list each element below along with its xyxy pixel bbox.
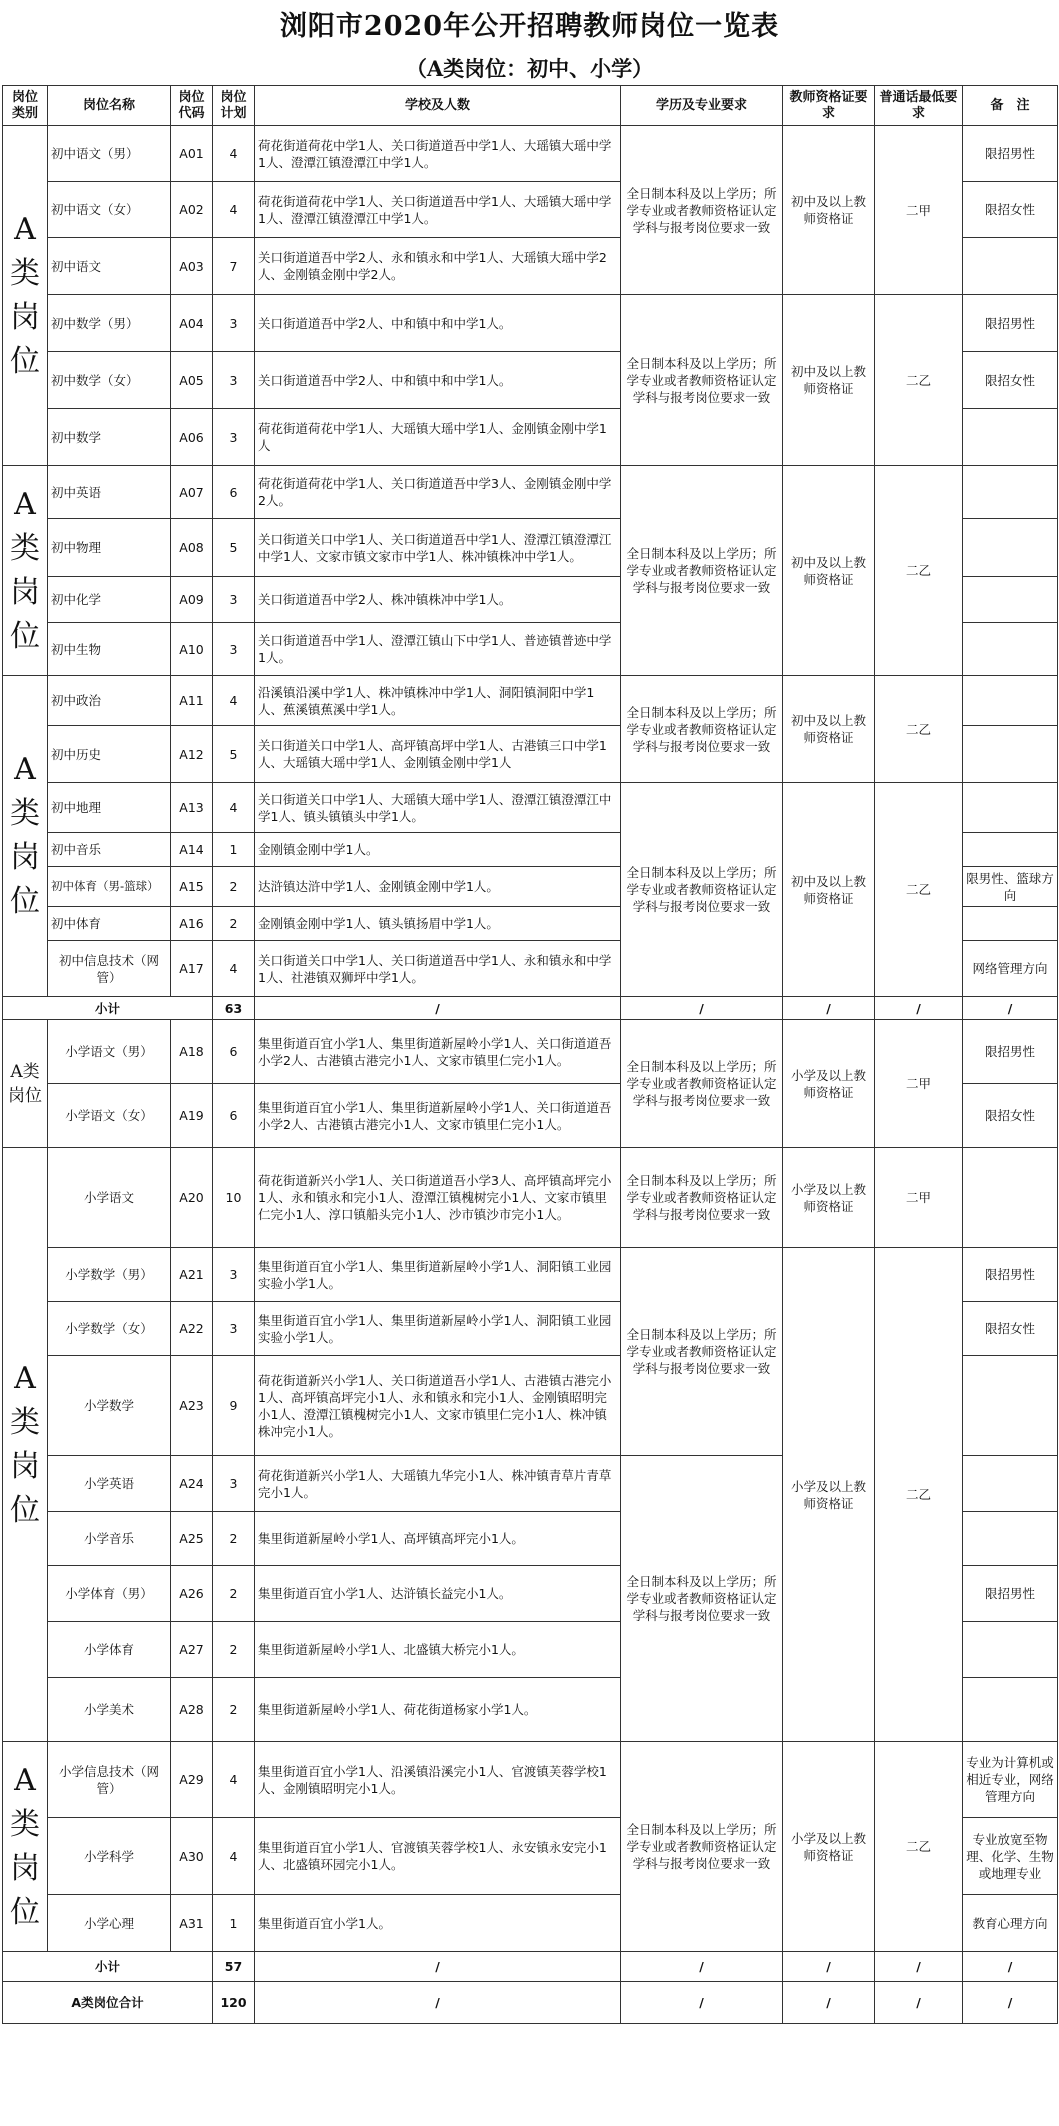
position-note <box>963 907 1058 941</box>
position-name: 初中语文（男） <box>48 126 171 182</box>
position-code: A17 <box>171 941 213 997</box>
position-schools: 集里街道百宜小学1人、集里街道新屋岭小学1人、洞阳镇工业园实验小学1人。 <box>255 1302 621 1356</box>
position-plan: 9 <box>213 1356 255 1456</box>
position-name: 小学科学 <box>48 1818 171 1895</box>
category-cell: A类岗位 <box>3 466 48 676</box>
edu-requirement: 全日制本科及以上学历；所学专业或者教师资格证认定学科与报考岗位要求一致 <box>621 1456 783 1742</box>
table-row <box>3 126 1058 182</box>
position-schools: 集里街道百宜小学1人、官渡镇芙蓉学校1人、永安镇永安完小1人、北盛镇环园完小1人。 <box>255 1818 621 1895</box>
subtotal-value: 57 <box>213 1952 255 1982</box>
position-name: 初中语文（女） <box>48 182 171 238</box>
position-schools: 集里街道百宜小学1人、达浒镇长益完小1人。 <box>255 1566 621 1622</box>
position-plan: 3 <box>213 409 255 466</box>
position-plan: 1 <box>213 1895 255 1952</box>
cert-requirement: 初中及以上教师资格证 <box>783 783 875 997</box>
position-plan: 3 <box>213 1456 255 1512</box>
position-note <box>963 726 1058 783</box>
position-schools: 荷花街道荷花中学1人、关口街道道吾中学3人、金刚镇金刚中学2人。 <box>255 466 621 519</box>
position-plan: 6 <box>213 466 255 519</box>
mandarin-requirement: 二甲 <box>875 126 963 295</box>
table-header-row <box>3 86 1058 126</box>
edu-requirement: 全日制本科及以上学历；所学专业或者教师资格证认定学科与报考岗位要求一致 <box>621 1248 783 1456</box>
cert-requirement: 小学及以上教师资格证 <box>783 1148 875 1248</box>
position-plan: 2 <box>213 1512 255 1566</box>
position-plan: 2 <box>213 1678 255 1742</box>
position-schools: 集里街道百宜小学1人。 <box>255 1895 621 1952</box>
subtotal-slash: / <box>875 1952 963 1982</box>
position-note <box>963 676 1058 726</box>
mandarin-requirement: 二乙 <box>875 295 963 466</box>
mandarin-requirement: 二乙 <box>875 1742 963 1952</box>
position-name: 初中数学 <box>48 409 171 466</box>
position-schools: 集里街道新屋岭小学1人、北盛镇大桥完小1人。 <box>255 1622 621 1678</box>
edu-requirement: 全日制本科及以上学历；所学专业或者教师资格证认定学科与报考岗位要求一致 <box>621 1742 783 1952</box>
position-note <box>963 409 1058 466</box>
position-plan: 3 <box>213 623 255 676</box>
position-name: 初中语文 <box>48 238 171 295</box>
position-plan: 4 <box>213 1742 255 1818</box>
position-schools: 金刚镇金刚中学1人。 <box>255 833 621 867</box>
subtotal-slash: / <box>255 997 621 1020</box>
position-code: A12 <box>171 726 213 783</box>
position-plan: 3 <box>213 352 255 409</box>
position-code: A01 <box>171 126 213 182</box>
cert-requirement: 初中及以上教师资格证 <box>783 126 875 295</box>
position-code: A20 <box>171 1148 213 1248</box>
position-code: A25 <box>171 1512 213 1566</box>
position-code: A15 <box>171 867 213 907</box>
mandarin-requirement: 二乙 <box>875 466 963 676</box>
position-schools: 关口街道道吾中学2人、株冲镇株冲中学1人。 <box>255 577 621 623</box>
position-code: A19 <box>171 1084 213 1148</box>
position-plan: 10 <box>213 1148 255 1248</box>
position-plan: 1 <box>213 833 255 867</box>
position-code: A22 <box>171 1302 213 1356</box>
position-code: A04 <box>171 295 213 352</box>
position-note: 专业放宽至物理、化学、生物或地理专业 <box>963 1818 1058 1895</box>
position-plan: 3 <box>213 577 255 623</box>
position-code: A29 <box>171 1742 213 1818</box>
position-code: A09 <box>171 577 213 623</box>
edu-requirement: 全日制本科及以上学历；所学专业或者教师资格证认定学科与报考岗位要求一致 <box>621 126 783 295</box>
subtotal-row <box>3 1952 1058 1982</box>
position-code: A05 <box>171 352 213 409</box>
position-code: A28 <box>171 1678 213 1742</box>
subtotal-slash: / <box>783 997 875 1020</box>
total-slash: / <box>875 1982 963 2024</box>
table-row <box>3 676 1058 726</box>
position-name: 小学美术 <box>48 1678 171 1742</box>
header-name: 岗位名称 <box>48 86 171 126</box>
table-row <box>3 295 1058 352</box>
header-edu: 学历及专业要求 <box>621 86 783 126</box>
position-code: A24 <box>171 1456 213 1512</box>
position-name: 初中音乐 <box>48 833 171 867</box>
mandarin-requirement: 二甲 <box>875 1020 963 1148</box>
subtotal-row <box>3 997 1058 1020</box>
position-schools: 沿溪镇沿溪中学1人、株冲镇株冲中学1人、洞阳镇洞阳中学1人、蕉溪镇蕉溪中学1人。 <box>255 676 621 726</box>
position-schools: 荷花街道新兴小学1人、关口街道道吾小学1人、古港镇古港完小1人、高坪镇高坪完小1人、永和镇永和完小1人、金刚镇昭明完小1人、澄潭江镇槐树完小1人、文家市镇里仁完小1人、株冲镇株冲完小1人。 <box>255 1356 621 1456</box>
position-plan: 2 <box>213 1622 255 1678</box>
header-schools: 学校及人数 <box>255 86 621 126</box>
position-plan: 2 <box>213 907 255 941</box>
position-note <box>963 1678 1058 1742</box>
position-schools: 集里街道百宜小学1人、集里街道新屋岭小学1人、关口街道道吾小学2人、古港镇古港完小1人、文家市镇里仁完小1人。 <box>255 1084 621 1148</box>
cert-requirement: 初中及以上教师资格证 <box>783 676 875 783</box>
total-slash: / <box>963 1982 1058 2024</box>
position-code: A11 <box>171 676 213 726</box>
position-code: A07 <box>171 466 213 519</box>
position-plan: 4 <box>213 1818 255 1895</box>
position-schools: 集里街道百宜小学1人、集里街道新屋岭小学1人、关口街道道吾小学2人、古港镇古港完小1人、文家市镇里仁完小1人。 <box>255 1020 621 1084</box>
category-cell: A类岗位 <box>3 1020 48 1148</box>
position-note: 限招男性 <box>963 1020 1058 1084</box>
position-name: 初中英语 <box>48 466 171 519</box>
total-slash: / <box>783 1982 875 2024</box>
position-note: 限招女性 <box>963 1084 1058 1148</box>
position-code: A10 <box>171 623 213 676</box>
position-name: 初中政治 <box>48 676 171 726</box>
position-name: 小学体育（男） <box>48 1566 171 1622</box>
position-note: 专业为计算机或相近专业，网络管理方向 <box>963 1742 1058 1818</box>
table-row <box>3 783 1058 833</box>
position-note: 限招女性 <box>963 182 1058 238</box>
position-schools: 荷花街道新兴小学1人、大瑶镇九华完小1人、株冲镇青草片青草完小1人。 <box>255 1456 621 1512</box>
position-note <box>963 519 1058 577</box>
position-plan: 6 <box>213 1020 255 1084</box>
total-label: A类岗位合计 <box>3 1982 213 2024</box>
position-schools: 荷花街道荷花中学1人、关口街道道吾中学1人、大瑶镇大瑶中学1人、澄潭江镇澄潭江中学1人。 <box>255 126 621 182</box>
subtotal-label: 小计 <box>3 1952 213 1982</box>
position-note <box>963 1622 1058 1678</box>
position-note: 网络管理方向 <box>963 941 1058 997</box>
position-name: 小学数学 <box>48 1356 171 1456</box>
position-note: 教育心理方向 <box>963 1895 1058 1952</box>
position-plan: 3 <box>213 295 255 352</box>
position-note: 限男性、篮球方向 <box>963 867 1058 907</box>
position-note <box>963 783 1058 833</box>
position-plan: 4 <box>213 676 255 726</box>
category-cell: A类岗位 <box>3 1742 48 1952</box>
position-name: 初中生物 <box>48 623 171 676</box>
position-plan: 4 <box>213 783 255 833</box>
subtotal-value: 63 <box>213 997 255 1020</box>
total-row <box>3 1982 1058 2024</box>
position-name: 小学信息技术（网管） <box>48 1742 171 1818</box>
edu-requirement: 全日制本科及以上学历；所学专业或者教师资格证认定学科与报考岗位要求一致 <box>621 466 783 676</box>
position-note <box>963 1512 1058 1566</box>
table-row <box>3 1742 1058 1818</box>
position-plan: 4 <box>213 941 255 997</box>
position-note: 限招男性 <box>963 126 1058 182</box>
position-note <box>963 1456 1058 1512</box>
position-name: 小学数学（男） <box>48 1248 171 1302</box>
position-code: A02 <box>171 182 213 238</box>
position-plan: 4 <box>213 182 255 238</box>
position-name: 初中体育 <box>48 907 171 941</box>
cert-requirement: 初中及以上教师资格证 <box>783 466 875 676</box>
position-plan: 5 <box>213 726 255 783</box>
position-name: 小学体育 <box>48 1622 171 1678</box>
position-plan: 2 <box>213 1566 255 1622</box>
position-note <box>963 238 1058 295</box>
subtotal-slash: / <box>621 1952 783 1982</box>
subtotal-slash: / <box>255 1952 621 1982</box>
position-name: 小学心理 <box>48 1895 171 1952</box>
position-plan: 4 <box>213 126 255 182</box>
position-plan: 7 <box>213 238 255 295</box>
position-code: A08 <box>171 519 213 577</box>
position-note: 限招女性 <box>963 1302 1058 1356</box>
table-row <box>3 466 1058 519</box>
position-name: 小学语文 <box>48 1148 171 1248</box>
position-schools: 集里街道新屋岭小学1人、高坪镇高坪完小1人。 <box>255 1512 621 1566</box>
mandarin-requirement: 二甲 <box>875 1148 963 1248</box>
position-schools: 荷花街道荷花中学1人、关口街道道吾中学1人、大瑶镇大瑶中学1人、澄潭江镇澄潭江中学1人。 <box>255 182 621 238</box>
cert-requirement: 小学及以上教师资格证 <box>783 1020 875 1148</box>
position-name: 小学数学（女） <box>48 1302 171 1356</box>
position-note <box>963 1356 1058 1456</box>
position-name: 初中物理 <box>48 519 171 577</box>
position-schools: 集里街道百宜小学1人、集里街道新屋岭小学1人、洞阳镇工业园实验小学1人。 <box>255 1248 621 1302</box>
position-schools: 关口街道关口中学1人、高坪镇高坪中学1人、古港镇三口中学1人、大瑶镇大瑶中学1人、金刚镇金刚中学1人 <box>255 726 621 783</box>
position-note: 限招男性 <box>963 295 1058 352</box>
position-name: 初中体育（男-篮球） <box>48 867 171 907</box>
position-code: A18 <box>171 1020 213 1084</box>
mandarin-requirement: 二乙 <box>875 783 963 997</box>
position-note: 限招男性 <box>963 1566 1058 1622</box>
mandarin-requirement: 二乙 <box>875 676 963 783</box>
position-code: A26 <box>171 1566 213 1622</box>
position-plan: 2 <box>213 867 255 907</box>
position-code: A31 <box>171 1895 213 1952</box>
edu-requirement: 全日制本科及以上学历；所学专业或者教师资格证认定学科与报考岗位要求一致 <box>621 783 783 997</box>
subtotal-slash: / <box>875 997 963 1020</box>
cert-requirement: 小学及以上教师资格证 <box>783 1248 875 1742</box>
header-plan: 岗位计划 <box>213 86 255 126</box>
position-code: A30 <box>171 1818 213 1895</box>
header-note: 备 注 <box>963 86 1058 126</box>
position-name: 初中化学 <box>48 577 171 623</box>
cert-requirement: 小学及以上教师资格证 <box>783 1742 875 1952</box>
position-note <box>963 577 1058 623</box>
total-slash: / <box>621 1982 783 2024</box>
header-code: 岗位代码 <box>171 86 213 126</box>
position-name: 小学语文（女） <box>48 1084 171 1148</box>
total-value: 120 <box>213 1982 255 2024</box>
position-name: 初中数学（男） <box>48 295 171 352</box>
subtotal-slash: / <box>963 997 1058 1020</box>
total-slash: / <box>255 1982 621 2024</box>
table-row <box>3 1148 1058 1248</box>
position-plan: 5 <box>213 519 255 577</box>
position-code: A27 <box>171 1622 213 1678</box>
header-cert: 教师资格证要求 <box>783 86 875 126</box>
position-schools: 荷花街道新兴小学1人、关口街道道吾小学3人、高坪镇高坪完小1人、永和镇永和完小1人、澄潭江镇槐树完小1人、文家市镇里仁完小1人、淳口镇船头完小1人、沙市镇沙市完小1人。 <box>255 1148 621 1248</box>
edu-requirement: 全日制本科及以上学历；所学专业或者教师资格证认定学科与报考岗位要求一致 <box>621 1148 783 1248</box>
subtotal-label: 小计 <box>3 997 213 1020</box>
position-code: A23 <box>171 1356 213 1456</box>
position-schools: 关口街道道吾中学2人、中和镇中和中学1人。 <box>255 352 621 409</box>
position-name: 小学音乐 <box>48 1512 171 1566</box>
position-schools: 关口街道关口中学1人、关口街道道吾中学1人、澄潭江镇澄潭江中学1人、文家市镇文家市中学1人、株冲镇株冲中学1人。 <box>255 519 621 577</box>
category-cell: A类岗位 <box>3 1148 48 1742</box>
position-plan: 3 <box>213 1248 255 1302</box>
position-name: 小学语文（男） <box>48 1020 171 1084</box>
header-mandarin: 普通话最低要求 <box>875 86 963 126</box>
position-schools: 荷花街道荷花中学1人、大瑶镇大瑶中学1人、金刚镇金刚中学1人 <box>255 409 621 466</box>
position-schools: 关口街道关口中学1人、大瑶镇大瑶中学1人、澄潭江镇澄潭江中学1人、镇头镇镇头中学1人。 <box>255 783 621 833</box>
position-plan: 3 <box>213 1302 255 1356</box>
table-row <box>3 1020 1058 1084</box>
position-schools: 金刚镇金刚中学1人、镇头镇扬眉中学1人。 <box>255 907 621 941</box>
position-note: 限招女性 <box>963 352 1058 409</box>
position-name: 初中信息技术（网管） <box>48 941 171 997</box>
table-row <box>3 1248 1058 1302</box>
position-note <box>963 466 1058 519</box>
position-schools: 关口街道道吾中学2人、中和镇中和中学1人。 <box>255 295 621 352</box>
position-name: 小学英语 <box>48 1456 171 1512</box>
page-subtitle: （A类岗位：初中、小学） <box>405 56 654 81</box>
position-note: 限招男性 <box>963 1248 1058 1302</box>
position-note <box>963 623 1058 676</box>
edu-requirement: 全日制本科及以上学历；所学专业或者教师资格证认定学科与报考岗位要求一致 <box>621 1020 783 1148</box>
position-schools: 关口街道道吾中学1人、澄潭江镇山下中学1人、普迹镇普迹中学1人。 <box>255 623 621 676</box>
position-code: A21 <box>171 1248 213 1302</box>
edu-requirement: 全日制本科及以上学历；所学专业或者教师资格证认定学科与报考岗位要求一致 <box>621 676 783 783</box>
edu-requirement: 全日制本科及以上学历；所学专业或者教师资格证认定学科与报考岗位要求一致 <box>621 295 783 466</box>
position-plan: 6 <box>213 1084 255 1148</box>
position-name: 初中历史 <box>48 726 171 783</box>
position-schools: 关口街道关口中学1人、关口街道道吾中学1人、永和镇永和中学1人、社港镇双狮坪中学1人。 <box>255 941 621 997</box>
position-code: A16 <box>171 907 213 941</box>
position-name: 初中数学（女） <box>48 352 171 409</box>
position-note <box>963 833 1058 867</box>
position-code: A03 <box>171 238 213 295</box>
subtotal-slash: / <box>783 1952 875 1982</box>
category-cell: A类岗位 <box>3 126 48 466</box>
mandarin-requirement: 二乙 <box>875 1248 963 1742</box>
position-name: 初中地理 <box>48 783 171 833</box>
subtotal-slash: / <box>963 1952 1058 1982</box>
cert-requirement: 初中及以上教师资格证 <box>783 295 875 466</box>
position-schools: 集里街道百宜小学1人、沿溪镇沿溪完小1人、官渡镇芙蓉学校1人、金刚镇昭明完小1人。 <box>255 1742 621 1818</box>
position-code: A14 <box>171 833 213 867</box>
position-schools: 集里街道新屋岭小学1人、荷花街道杨家小学1人。 <box>255 1678 621 1742</box>
category-cell: A类岗位 <box>3 676 48 997</box>
header-category: 岗位类别 <box>3 86 48 126</box>
position-code: A06 <box>171 409 213 466</box>
positions-table <box>2 85 1058 2024</box>
position-code: A13 <box>171 783 213 833</box>
page-title: 浏阳市2020年公开招聘教师岗位一览表 <box>279 11 780 42</box>
position-schools: 关口街道道吾中学2人、永和镇永和中学1人、大瑶镇大瑶中学2人、金刚镇金刚中学2人。 <box>255 238 621 295</box>
position-note <box>963 1148 1058 1248</box>
subtotal-slash: / <box>621 997 783 1020</box>
position-schools: 达浒镇达浒中学1人、金刚镇金刚中学1人。 <box>255 867 621 907</box>
